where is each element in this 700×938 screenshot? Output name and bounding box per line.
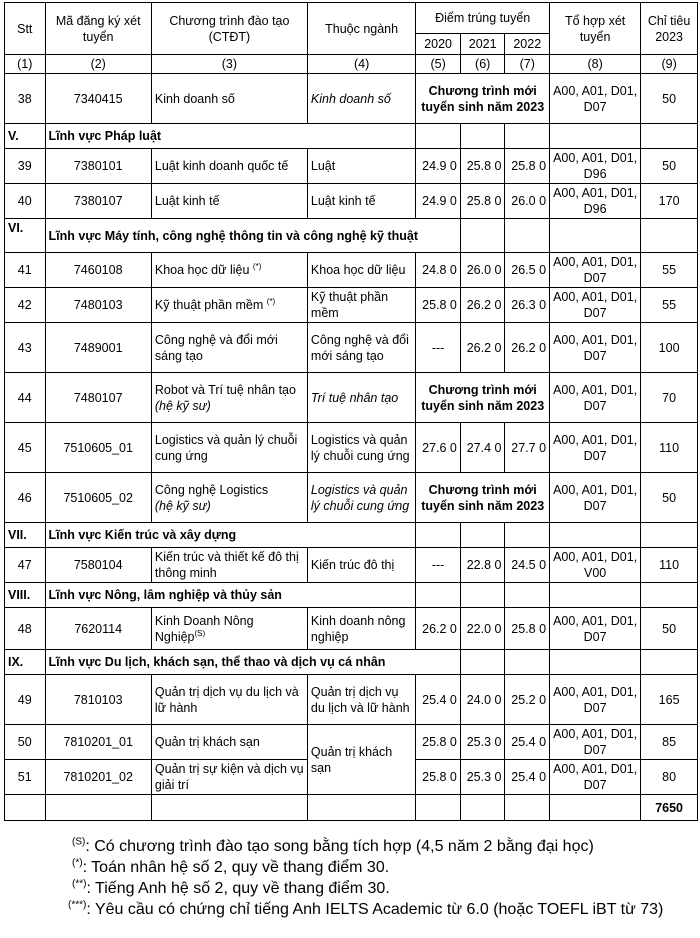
section-number: V. [5,124,46,149]
col-num: (9) [641,55,698,74]
combo-cell: A00, A01, D01, D07 [550,725,641,760]
combo-cell: A00, A01, D01, D07 [550,760,641,795]
score-cell: 25.8 0 [460,184,505,219]
total-row [5,795,698,821]
new-program-note: Chương trình mới tuyển sinh năm 2023 [416,373,550,423]
section-title: Lĩnh vực Du lịch, khách sạn, thể thao và dịch vụ cá nhân [45,650,460,675]
quota-cell: 110 [641,548,698,583]
col-num: (2) [45,55,151,74]
new-program-note: Chương trình mới tuyển sinh năm 2023 [416,74,550,124]
header-chitieu: Chỉ tiêu 2023 [641,3,698,55]
combo-cell: A00, A01, D01, D07 [550,288,641,323]
section-row [5,219,698,253]
stt-cell: 46 [5,473,46,523]
score-cell: 25.3 0 [460,725,505,760]
code-cell: 7489001 [45,323,151,373]
program-cell: Kỹ thuật phần mềm (*) [151,288,307,323]
table-row [5,323,698,373]
code-cell: 7460108 [45,253,151,288]
combo-cell: A00, A01, D01, D07 [550,74,641,124]
score-cell: 25.4 0 [416,675,461,725]
score-cell: 27.4 0 [460,423,505,473]
table-row [5,423,698,473]
section-number: VI. [5,219,46,253]
footnote: (*): Toán nhân hệ số 2, quy về thang điểm 30. [72,857,390,876]
combo-cell: A00, A01, D01, D07 [550,323,641,373]
footnotes [68,836,664,920]
col-num: (7) [505,55,550,74]
score-cell: 24.9 0 [416,149,461,184]
code-cell: 7810201_01 [45,725,151,760]
quota-cell: 70 [641,373,698,423]
major-cell: Kinh doanh số [307,74,415,124]
section-number: VII. [5,523,46,548]
col-num: (1) [5,55,46,74]
col-num: (6) [460,55,505,74]
score-cell: 26.5 0 [505,253,550,288]
code-cell: 7480107 [45,373,151,423]
program-cell: Quản trị khách sạn [151,725,307,760]
new-program-note: Chương trình mới tuyển sinh năm 2023 [416,473,550,523]
program-cell: Logistics và quản lý chuỗi cung ứng [151,423,307,473]
score-cell: 24.5 0 [505,548,550,583]
combo-cell: A00, A01, D01, D96 [550,149,641,184]
quota-cell: 55 [641,288,698,323]
footnote: (***): Yêu cầu có chứng chỉ tiếng Anh IELTS Academic từ 6.0 (hoặc TOEFL iBT từ 73) [68,899,664,918]
program-cell: Quản trị dịch vụ du lịch và lữ hành [151,675,307,725]
major-cell: Quản trị dịch vụ du lịch và lữ hành [307,675,415,725]
stt-cell: 39 [5,149,46,184]
quota-cell: 100 [641,323,698,373]
major-cell: Khoa học dữ liệu [307,253,415,288]
header-ctdt: Chương trình đào tạo (CTĐT) [151,3,307,55]
section-title: Lĩnh vực Kiến trúc và xây dựng [45,523,416,548]
program-cell: Kiến trúc và thiết kế đô thị thông minh [151,548,307,583]
program-cell: Quản trị sự kiện và dịch vụ giải trí [151,760,307,795]
major-cell: Công nghệ và đổi mới sáng tạo [307,323,415,373]
code-cell: 7620114 [45,608,151,650]
code-cell: 7810201_02 [45,760,151,795]
combo-cell: A00, A01, D01, D07 [550,373,641,423]
combo-cell: A00, A01, D01, D07 [550,473,641,523]
program-cell: Kinh Doanh Nông Nghiệp$^{(S)}$ [151,608,307,650]
table-row [5,608,698,650]
col-num: (4) [307,55,415,74]
quota-cell: 55 [641,253,698,288]
major-cell: Kỹ thuật phần mềm [307,288,415,323]
score-cell: 26.3 0 [505,288,550,323]
score-cell: 24.8 0 [416,253,461,288]
table-row [5,184,698,219]
score-cell: 26.2 0 [460,323,505,373]
program-cell: Luật kinh doanh quốc tế [151,149,307,184]
table-row [5,253,698,288]
section-row [5,124,698,149]
table-row [5,149,698,184]
program-cell: Công nghệ và đổi mới sáng tạo [151,323,307,373]
score-cell: 25.8 0 [505,608,550,650]
table-row [5,74,698,124]
section-number: VIII. [5,583,46,608]
table-row [5,675,698,725]
code-cell: 7510605_02 [45,473,151,523]
combo-cell: A00, A01, D01, D07 [550,675,641,725]
score-cell: 25.8 0 [416,725,461,760]
header-2020: 2020 [416,34,461,55]
section-row [5,523,698,548]
table-row [5,548,698,583]
footnote: $^{(S)}$: Có chương trình đào tạo song bằng tích hợp (4,5 năm 2 bằng đại học) [72,836,594,855]
header-tohop: Tổ hợp xét tuyển [550,3,641,55]
score-cell: --- [416,323,461,373]
score-cell: 27.7 0 [505,423,550,473]
combo-cell: A00, A01, D01, D07 [550,423,641,473]
section-number: IX. [5,650,46,675]
table-row [5,288,698,323]
major-cell: Kiến trúc đô thị [307,548,415,583]
header-ma: Mã đăng ký xét tuyển [45,3,151,55]
score-cell: 26.0 0 [505,184,550,219]
header-row [5,3,698,34]
section-title: Lĩnh vực Pháp luật [45,124,416,149]
header-2021: 2021 [460,34,505,55]
stt-cell: 45 [5,423,46,473]
stt-cell: 43 [5,323,46,373]
major-cell: Kinh doanh nông nghiệp [307,608,415,650]
combo-cell: A00, A01, D01, V00 [550,548,641,583]
quota-cell: 50 [641,608,698,650]
column-number-row [5,55,698,74]
header-stt: Stt [5,3,46,55]
code-cell: 7380107 [45,184,151,219]
score-cell: 25.8 0 [416,760,461,795]
footnote: (**): Tiếng Anh hệ số 2, quy về thang điểm 30. [72,878,390,897]
program-cell: Khoa học dữ liệu (*) [151,253,307,288]
score-cell: 25.4 0 [505,725,550,760]
header-nganh: Thuộc ngành [307,3,415,55]
section-row [5,583,698,608]
major-cell: Luật kinh tế [307,184,415,219]
header-diem: Điểm trúng tuyển [416,3,550,34]
col-num: (5) [416,55,461,74]
code-cell: 7340415 [45,74,151,124]
quota-cell: 50 [641,473,698,523]
score-cell: 22.8 0 [460,548,505,583]
score-cell: 25.8 0 [460,149,505,184]
section-title: Lĩnh vực Nông, lâm nghiệp và thủy sản [45,583,416,608]
program-cell: Kinh doanh số [151,74,307,124]
major-cell: Logistics và quản lý chuỗi cung ứng [307,473,415,523]
stt-cell: 48 [5,608,46,650]
score-cell: 25.4 0 [505,760,550,795]
stt-cell: 42 [5,288,46,323]
major-cell: Logistics và quản lý chuỗi cung ứng [307,423,415,473]
score-cell: 26.2 0 [505,323,550,373]
combo-cell: A00, A01, D01, D07 [550,608,641,650]
major-cell: Quản trị khách sạn [307,725,415,795]
total-quota: 7650 [641,795,698,821]
table-row [5,473,698,523]
quota-cell: 50 [641,74,698,124]
score-cell: 25.3 0 [460,760,505,795]
code-cell: 7480103 [45,288,151,323]
program-cell: Luật kinh tế [151,184,307,219]
quota-cell: 165 [641,675,698,725]
quota-cell: 170 [641,184,698,219]
combo-cell: A00, A01, D01, D96 [550,184,641,219]
score-cell: 25.2 0 [505,675,550,725]
stt-cell: 44 [5,373,46,423]
score-cell: 27.6 0 [416,423,461,473]
col-num: (8) [550,55,641,74]
stt-cell: 47 [5,548,46,583]
major-cell: Trí tuệ nhân tạo [307,373,415,423]
section-row [5,650,698,675]
stt-cell: 41 [5,253,46,288]
section-title: Lĩnh vực Máy tính, công nghệ thông tin và công nghệ kỹ thuật [45,219,460,253]
code-cell: 7380101 [45,149,151,184]
score-cell: --- [416,548,461,583]
code-cell: 7810103 [45,675,151,725]
admission-table [4,2,698,821]
stt-cell: 50 [5,725,46,760]
quota-cell: 85 [641,725,698,760]
score-cell: 26.2 0 [416,608,461,650]
program-cell: Robot và Trí tuệ nhân tạo (hệ kỹ sư) [151,373,307,423]
score-cell: 26.2 0 [460,288,505,323]
quota-cell: 80 [641,760,698,795]
combo-cell: A00, A01, D01, D07 [550,253,641,288]
score-cell: 26.0 0 [460,253,505,288]
stt-cell: 51 [5,760,46,795]
major-cell: Luật [307,149,415,184]
score-cell: 24.0 0 [460,675,505,725]
header-2022: 2022 [505,34,550,55]
stt-cell: 49 [5,675,46,725]
table-row [5,373,698,423]
score-cell: 25.8 0 [505,149,550,184]
score-cell: 24.9 0 [416,184,461,219]
table-row [5,725,698,760]
code-cell: 7580104 [45,548,151,583]
stt-cell: 38 [5,74,46,124]
col-num: (3) [151,55,307,74]
quota-cell: 50 [641,149,698,184]
stt-cell: 40 [5,184,46,219]
program-cell: Công nghệ Logistics (hệ kỹ sư) [151,473,307,523]
score-cell: 22.0 0 [460,608,505,650]
score-cell: 25.8 0 [416,288,461,323]
quota-cell: 110 [641,423,698,473]
code-cell: 7510605_01 [45,423,151,473]
